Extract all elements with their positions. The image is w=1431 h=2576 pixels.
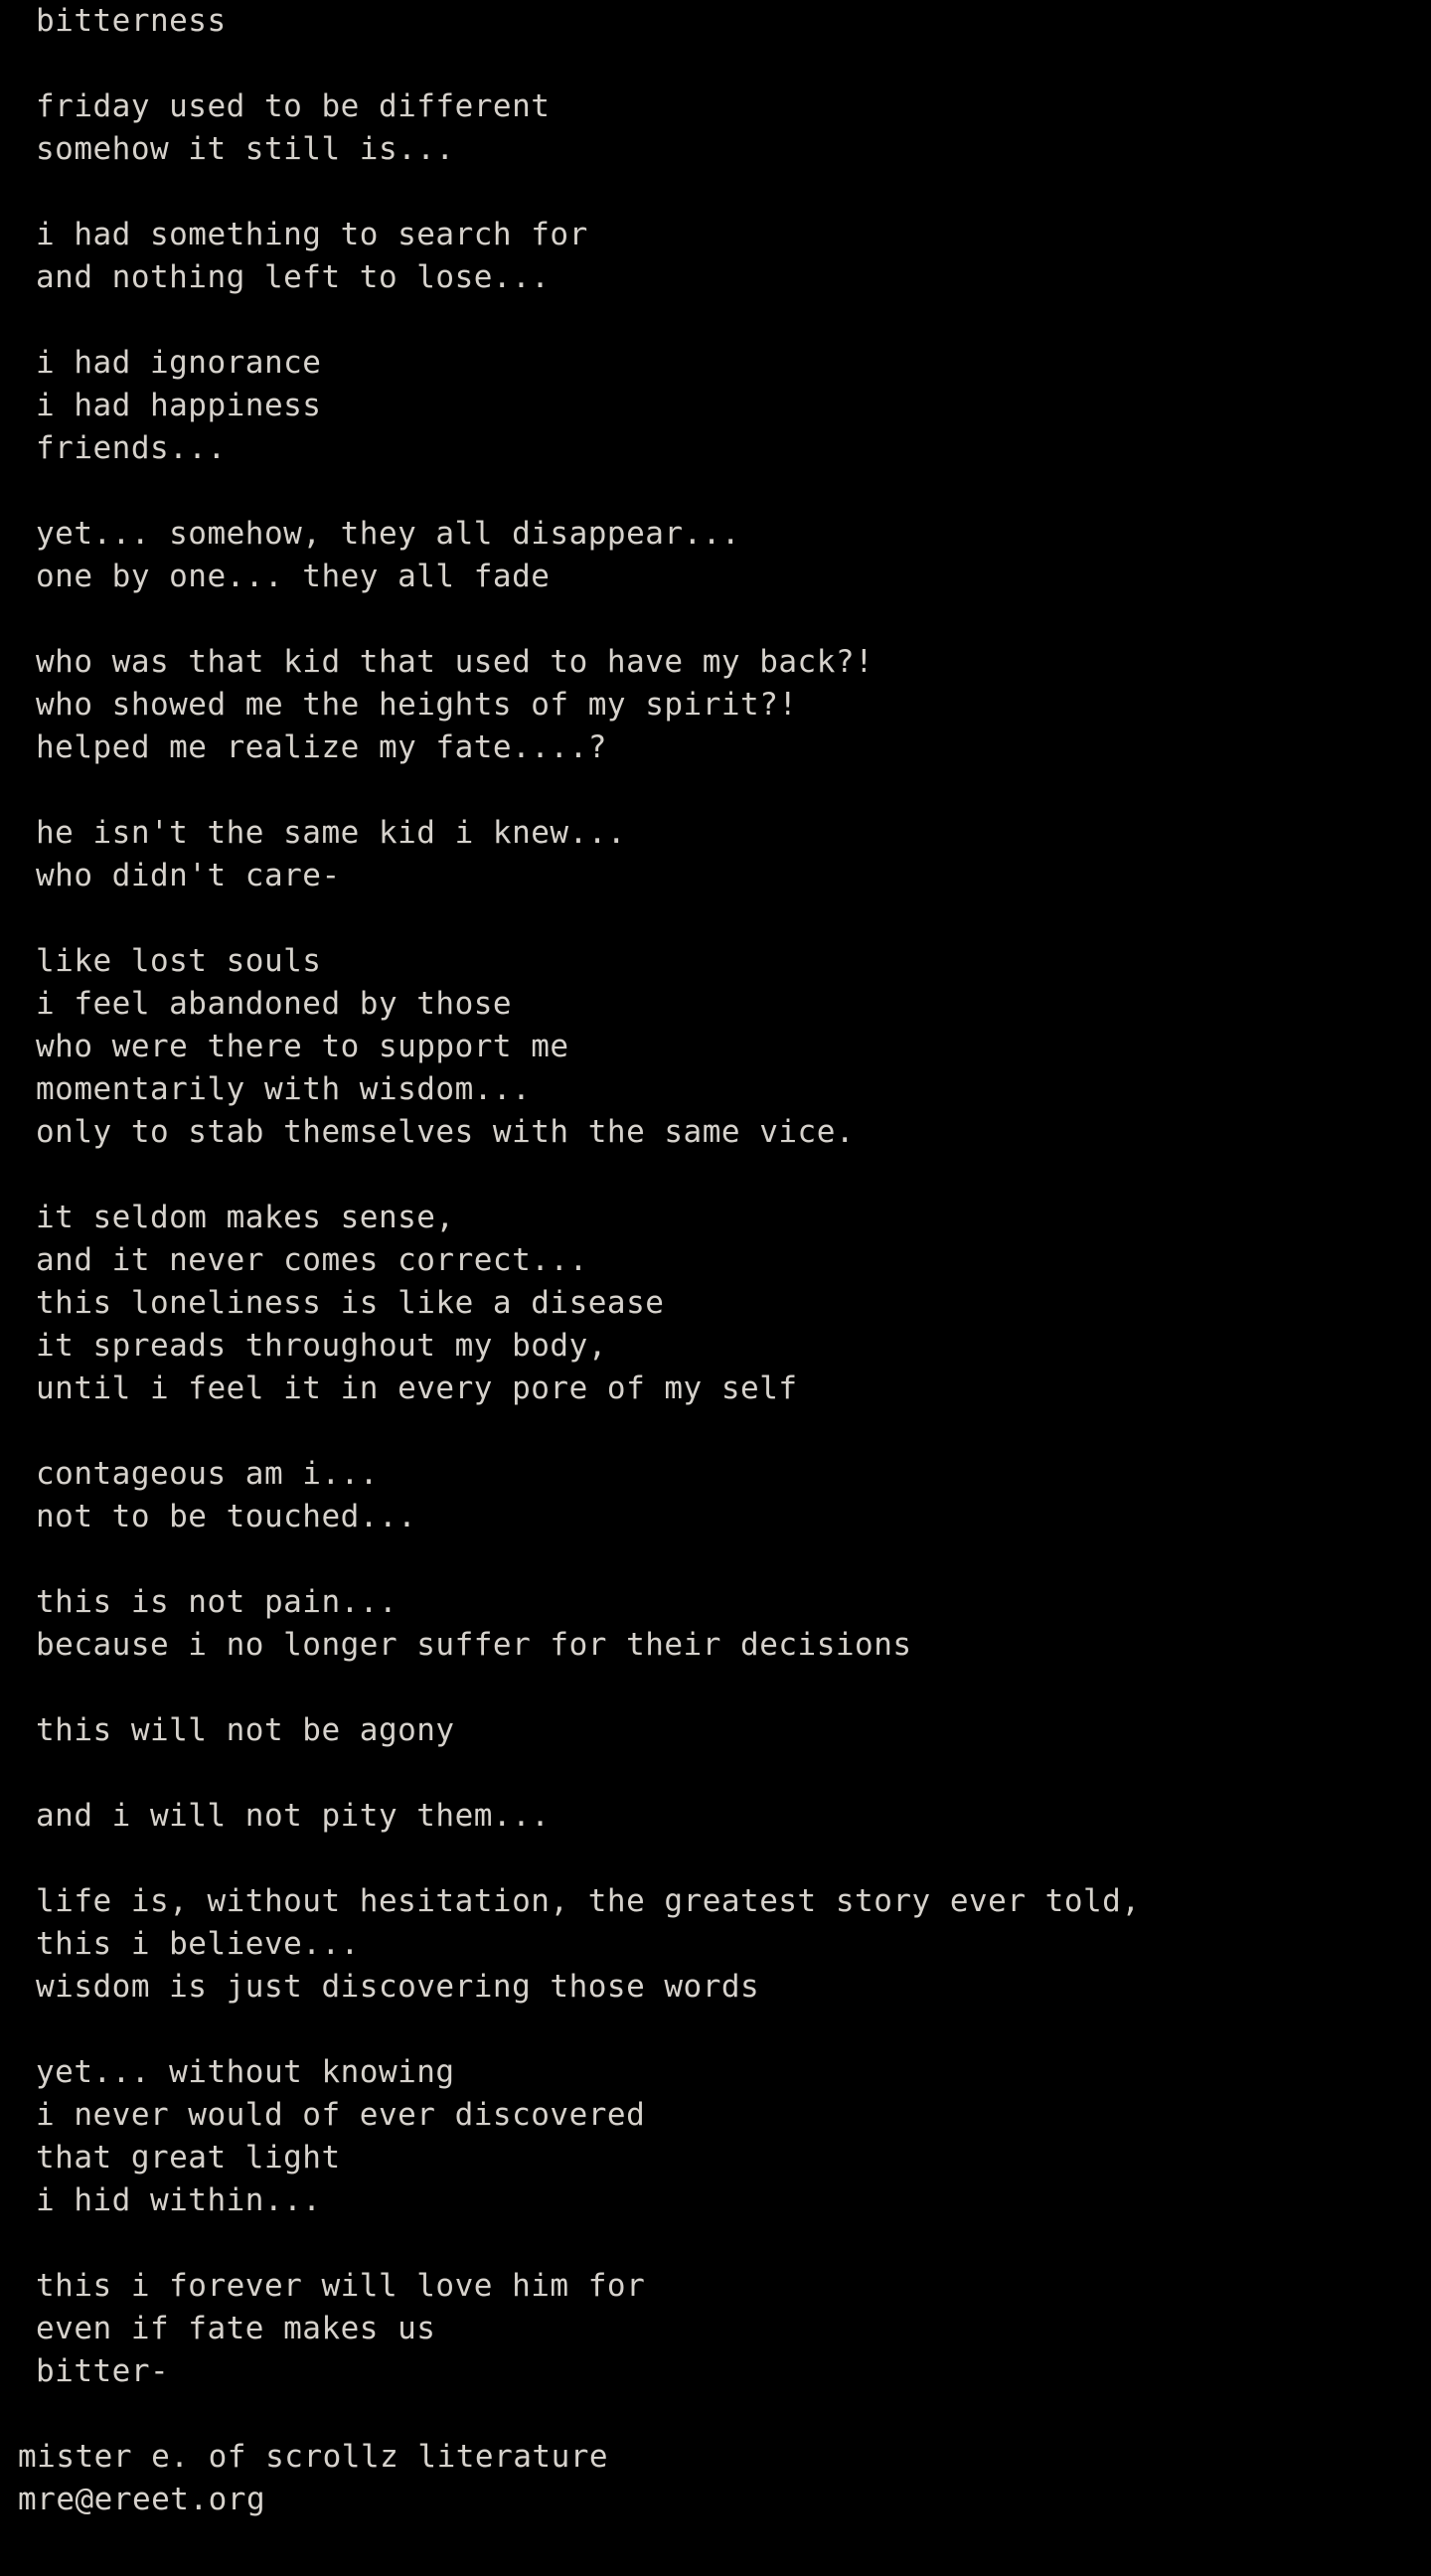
- poem-line: bitter-: [36, 2353, 170, 2389]
- poem-line: who was that kid that used to have my back?!: [36, 644, 874, 680]
- poem-stanza: [36, 342, 1431, 470]
- poem-stanza: [36, 513, 1431, 598]
- poem-line: i had ignorance: [36, 345, 322, 381]
- poem-line: helped me realize my fate....?: [36, 729, 607, 765]
- poem-line: yet... somehow, they all disappear...: [36, 516, 741, 552]
- poem-stanza: [36, 1709, 1431, 1752]
- poem-title-text: bitterness: [36, 3, 227, 39]
- poem-line: one by one... they all fade: [36, 559, 551, 594]
- poem-stanza: [36, 1880, 1431, 2009]
- poem-line: only to stab themselves with the same vice.: [36, 1114, 856, 1150]
- poem-stanza: [36, 1795, 1431, 1838]
- poem-line: and i will not pity them...: [36, 1798, 551, 1834]
- poem-line: wisdom is just discovering those words: [36, 1969, 760, 2005]
- poem-line: this will not be agony: [36, 1712, 455, 1748]
- poem-line: and nothing left to lose...: [36, 259, 551, 295]
- poem-line: momentarily with wisdom...: [36, 1071, 532, 1107]
- poem-stanza: [36, 85, 1431, 171]
- poem-line: who showed me the heights of my spirit?!: [36, 687, 798, 723]
- poem-line: friday used to be different: [36, 88, 551, 124]
- author-email: mre@ereet.org: [18, 2482, 266, 2517]
- poem-line: because i no longer suffer for their decisions: [36, 1627, 912, 1663]
- poem-stanza: [36, 940, 1431, 1154]
- poem-line: this i forever will love him for: [36, 2268, 646, 2304]
- author-name: mister e. of scrollz literature: [18, 2439, 609, 2475]
- poem-stanza: [36, 2051, 1431, 2222]
- poem-stanza: [36, 2265, 1431, 2393]
- poem-stanza: [36, 812, 1431, 897]
- poem-line: i had something to search for: [36, 217, 588, 252]
- poem-title: [36, 0, 1431, 43]
- poem-stanza: [36, 1453, 1431, 1538]
- poem-line: life is, without hesitation, the greatest story ever told,: [36, 1883, 1141, 1919]
- poem-line: he isn't the same kid i knew...: [36, 815, 627, 851]
- poem-line: i never would of ever discovered: [36, 2097, 646, 2133]
- poem-stanza: [36, 1581, 1431, 1667]
- poem-line: this is not pain...: [36, 1584, 398, 1620]
- poem-stanza: [36, 1197, 1431, 1410]
- poem-line: and it never comes correct...: [36, 1242, 588, 1278]
- poem-line: yet... without knowing: [36, 2054, 455, 2090]
- poem-stanza: [36, 641, 1431, 769]
- poem-line: friends...: [36, 430, 227, 466]
- poem-line: contageous am i...: [36, 1456, 379, 1492]
- poem-line: it spreads throughout my body,: [36, 1328, 607, 1364]
- poem-line: i hid within...: [36, 2182, 322, 2218]
- poem-line: this i believe...: [36, 1926, 360, 1962]
- poem-line: even if fate makes us: [36, 2311, 436, 2346]
- poem-line: until i feel it in every pore of my self: [36, 1370, 798, 1406]
- poem-line: like lost souls: [36, 943, 322, 979]
- poem-line: i had happiness: [36, 388, 322, 423]
- poem-line: i feel abandoned by those: [36, 986, 513, 1022]
- poem-line: somehow it still is...: [36, 131, 455, 167]
- author-signature: [0, 2436, 1431, 2521]
- poem-line: not to be touched...: [36, 1499, 417, 1534]
- poem-line: who were there to support me: [36, 1029, 569, 1064]
- poem-line: it seldom makes sense,: [36, 1200, 455, 1235]
- poem-line: that great light: [36, 2140, 341, 2175]
- poem-line: this loneliness is like a disease: [36, 1285, 665, 1321]
- poem-stanza: [36, 214, 1431, 299]
- poem-line: who didn't care-: [36, 858, 341, 893]
